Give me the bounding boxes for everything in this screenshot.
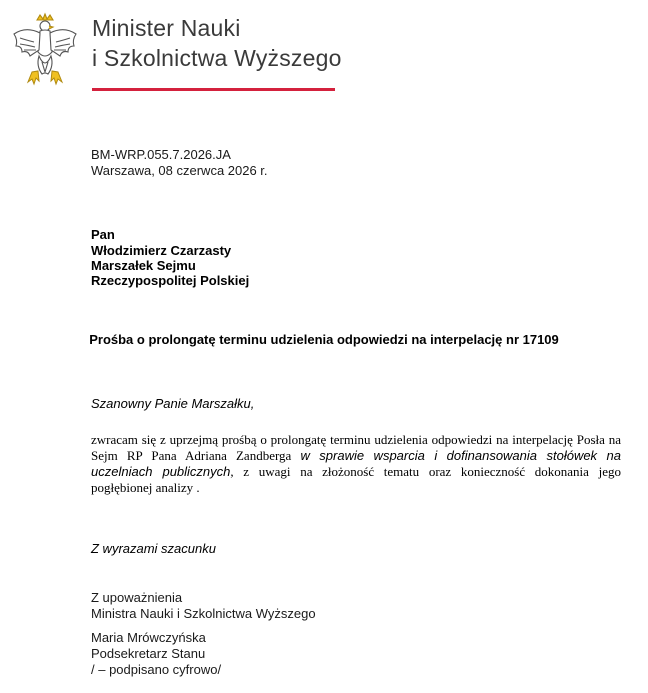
addressee-position: Marszałek Sejmu [91,258,196,273]
signatory-title: Podsekretarz Stanu [91,646,206,661]
closing: Z wyrazami szacunku [91,541,216,556]
letter-subject: Prośba o prolongatę terminu udzielenia odpowiedzi na interpelację nr 17109 [89,332,559,347]
white-eagle-emblem-icon [10,12,80,90]
letter-body [91,432,621,496]
document-signature: BM-WRP.055.7.2026.JA [91,147,231,162]
authorization-minister: Ministra Nauki i Szkolnictwa Wyższego [91,606,316,621]
body-text-italic-topic: w sprawie wsparcia i dofinansowania stołówek na uczelniach publicznych [91,448,621,479]
authorization-line: Z upoważnienia [91,590,183,605]
letterhead-line1: Minister Nauki [92,15,241,41]
digital-signature-note: / – podpisano cyfrowo/ [91,662,222,677]
letterhead-flag-rule [92,86,335,91]
salutation: Szanowny Panie Marszałku, [91,396,255,411]
body-text-part2: , z uwagi na złożoność tematu oraz konieczność dokonania jego pogłębionej analizy . [91,464,621,495]
addressee-salutation: Pan [91,227,115,242]
body-text-part1: zwracam się z uprzejmą prośbą o prolongatę terminu udzielenia odpowiedzi na interpelację Posła na Sejm RP Pana Adriana Zandberga [91,432,621,463]
signatory-name: Maria Mrówczyńska [91,630,206,645]
letterhead-line2: i Szkolnictwa Wyższego [92,45,342,71]
place-and-date: Warszawa, 08 czerwca 2026 r. [91,163,268,178]
addressee-institution: Rzeczypospolitej Polskiej [91,273,250,288]
addressee-name: Włodzimierz Czarzasty [91,243,232,258]
